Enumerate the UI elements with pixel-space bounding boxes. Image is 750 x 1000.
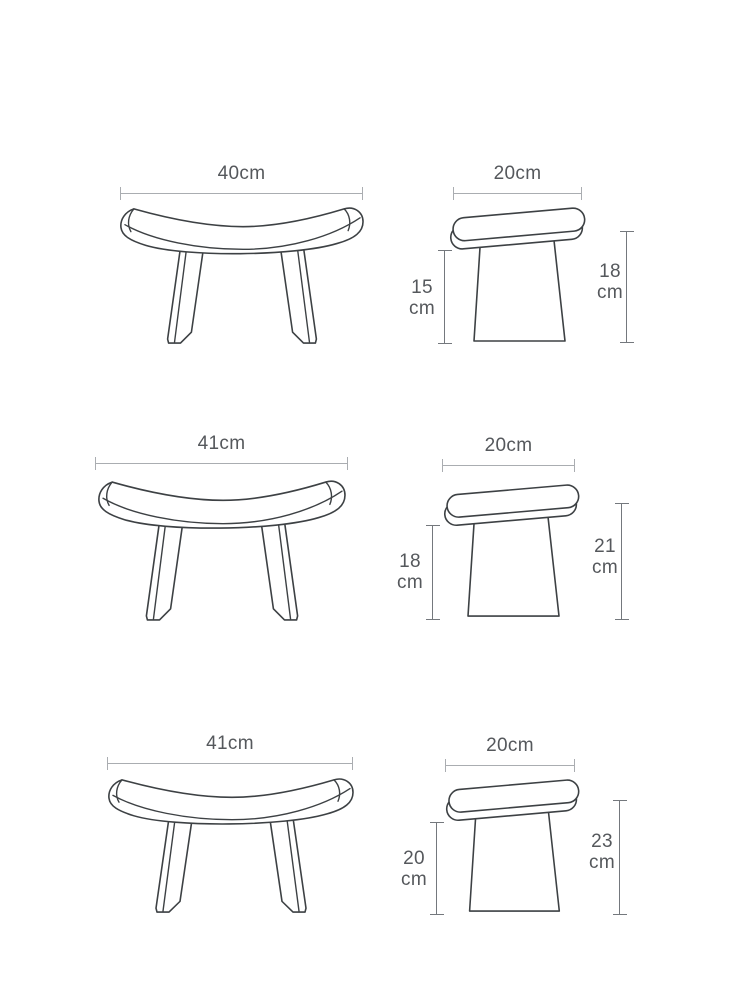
side-width-dimension-line <box>442 459 575 472</box>
side-width-label: 20cm <box>493 163 542 184</box>
overall-height-label: 18 cm <box>597 261 623 303</box>
stool-front-drawing <box>118 203 366 346</box>
front-width-dimension-line <box>95 457 348 470</box>
front-width-label: 41cm <box>206 733 254 754</box>
stool-side-drawing <box>442 772 580 915</box>
front-width-label: 41cm <box>197 433 246 454</box>
seat-height-label: 20 cm <box>401 848 427 890</box>
stool-front-drawing <box>106 774 356 915</box>
stool-side-drawing <box>440 477 580 620</box>
side-width-label: 20cm <box>486 735 534 756</box>
side-width-label: 20cm <box>484 435 533 456</box>
seat-height-label: 18 cm <box>397 551 423 593</box>
front-width-dimension-line <box>120 187 363 200</box>
overall-height-label: 21 cm <box>592 536 618 578</box>
seat-height-label: 15 cm <box>409 277 435 319</box>
front-width-dimension-line <box>107 757 353 770</box>
overall-height-label: 23 cm <box>589 831 615 873</box>
side-width-dimension-line <box>445 759 575 772</box>
stool-side-drawing <box>446 200 586 345</box>
side-width-dimension-line <box>453 187 582 200</box>
front-width-label: 40cm <box>217 163 266 184</box>
stool-front-drawing <box>96 476 348 623</box>
